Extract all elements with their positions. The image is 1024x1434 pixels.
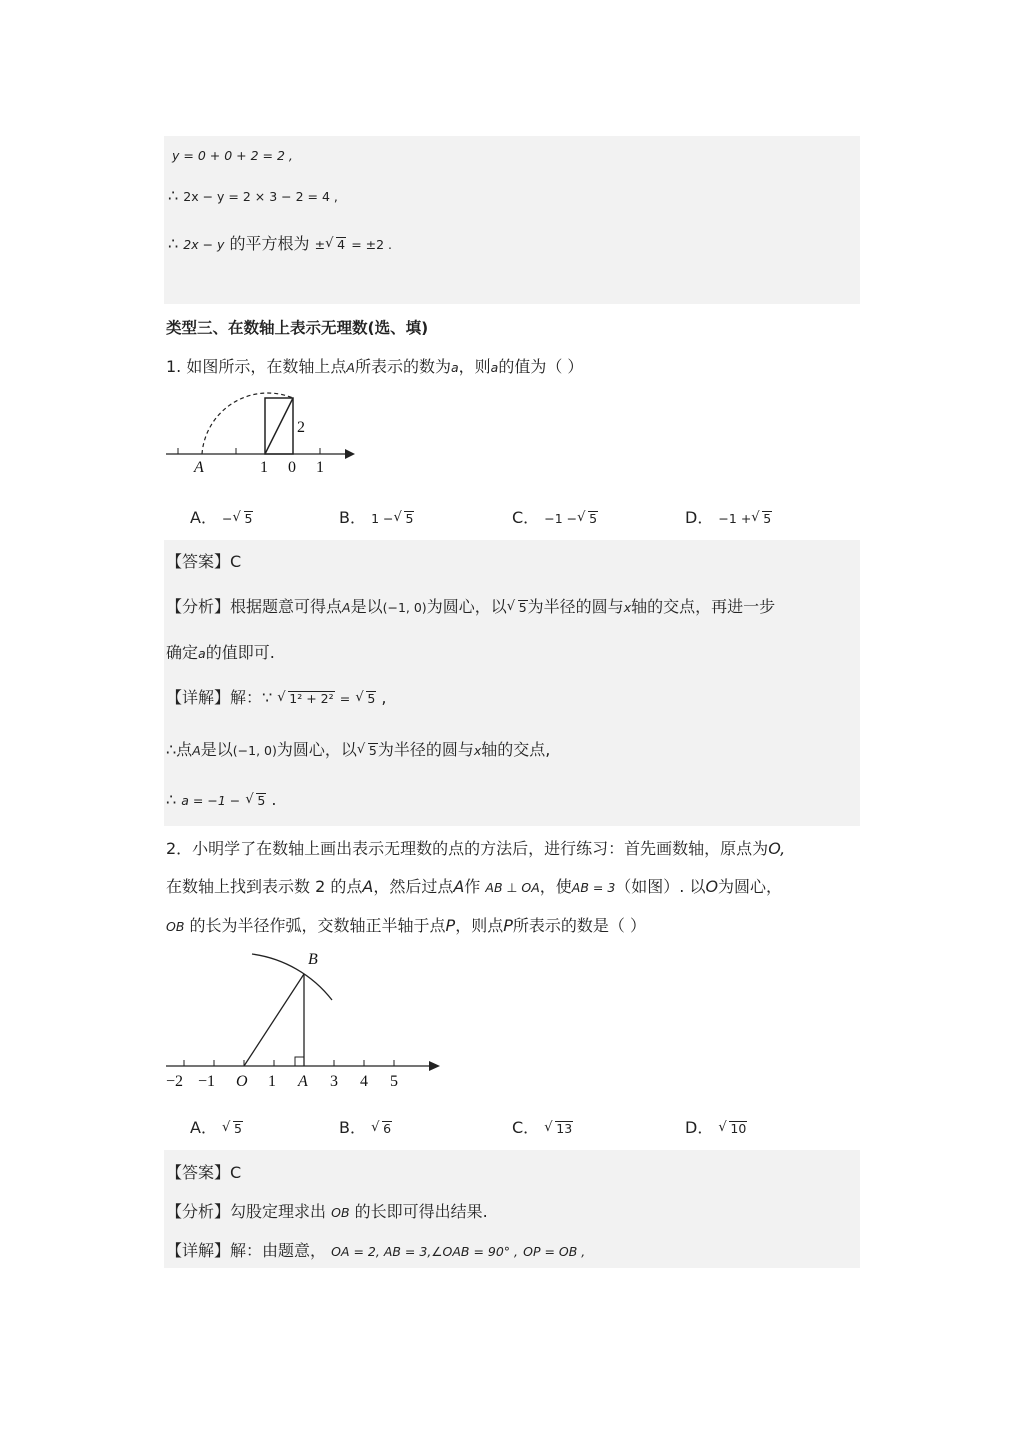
label-B: B [308,951,318,968]
dashed-arc [202,393,293,454]
q2-option-c[interactable]: C． √ 13 [512,1115,573,1138]
label-minus-2: −2 [166,1073,184,1090]
label-1: 1 [268,1073,276,1090]
q2-analysis: 【分析】勾股定理求出 OB 的长即可得出结果. [166,1202,488,1221]
label-minus-1: −1 [198,1073,216,1090]
q2-option-b[interactable]: B． √ 6 [339,1115,392,1138]
label-A: A [298,1073,308,1090]
q1-solution-box [164,540,860,826]
q2-answer: 【答案】C [166,1163,242,1182]
q2-stem-line-3: OB 的长为半径作弧，交数轴正半轴于点P，则点P所表示的数是（ ） [166,916,646,935]
label-3: 3 [330,1073,338,1090]
label-5: 5 [390,1073,398,1090]
solution-line-3: ∴ 2x − y 的平方根为 ±√ 4 = ±2 . [168,231,392,254]
diagonal [265,398,293,454]
axis-arrow [345,449,355,459]
q1-analysis-line-2: 确定a的值即可. [166,643,275,662]
q1-analysis-line-1: 【分析】根据题意可得点A是以(−1, 0)为圆心，以√ 5为半径的圆与x轴的交点，再进一步 [166,594,775,617]
label-1-left: 1 [260,459,268,476]
q2-stem-line-1: 2．小明学了在数轴上画出表示无理数的点的方法后，进行练习：首先画数轴，原点为O, [166,839,786,858]
q1-detail-line-1: 【详解】解：∵ √ 1² + 2² = √ 5 , [166,685,386,708]
section-title: 类型三、在数轴上表示无理数(选、填) [166,319,429,337]
q1-detail-line-3: ∴ a = −1 − √ 5 . [166,790,276,809]
q1-stem: 1. 如图所示，在数轴上点A所表示的数为a，则a的值为（ ） [166,357,584,376]
label-A: A [194,459,204,476]
label-0: 0 [288,459,296,476]
q1-option-c[interactable]: C． −1 −√ 5 [512,505,598,528]
q1-answer: 【答案】C [166,552,242,571]
q1-option-a[interactable]: A． −√ 5 [190,505,253,528]
solution-line-1: y = 0 + 0 + 2 = 2 , [172,148,293,163]
right-angle-mark [295,1057,304,1066]
label-2: 2 [297,419,305,436]
label-1-right: 1 [316,459,324,476]
q2-option-d[interactable]: D． √ 10 [685,1115,747,1138]
q2-detail: 【详解】解：由题意， OA = 2, AB = 3,∠OAB = 90° , OP = OB , [166,1241,586,1260]
q2-number-line-figure [160,946,450,1091]
segment-OB [244,974,304,1066]
label-4: 4 [360,1073,368,1090]
q1-detail-line-2: ∴点A是以(−1, 0)为圆心，以√ 5为半径的圆与x轴的交点, [166,737,550,760]
solution-line-2: ∴ 2x − y = 2 × 3 − 2 = 4 , [168,186,338,205]
q2-stem-line-2: 在数轴上找到表示数 2 的点A，然后过点A作 AB ⊥ OA，使AB = 3（如图）. 以O为圆心， [166,877,783,896]
axis-arrow [429,1061,440,1071]
label-O: O [236,1073,248,1090]
q1-option-d[interactable]: D． −1 +√ 5 [685,505,772,528]
q2-option-a[interactable]: A． √ 5 [190,1115,243,1138]
q1-number-line-figure [160,388,360,478]
q1-option-b[interactable]: B． 1 −√ 5 [339,505,414,528]
